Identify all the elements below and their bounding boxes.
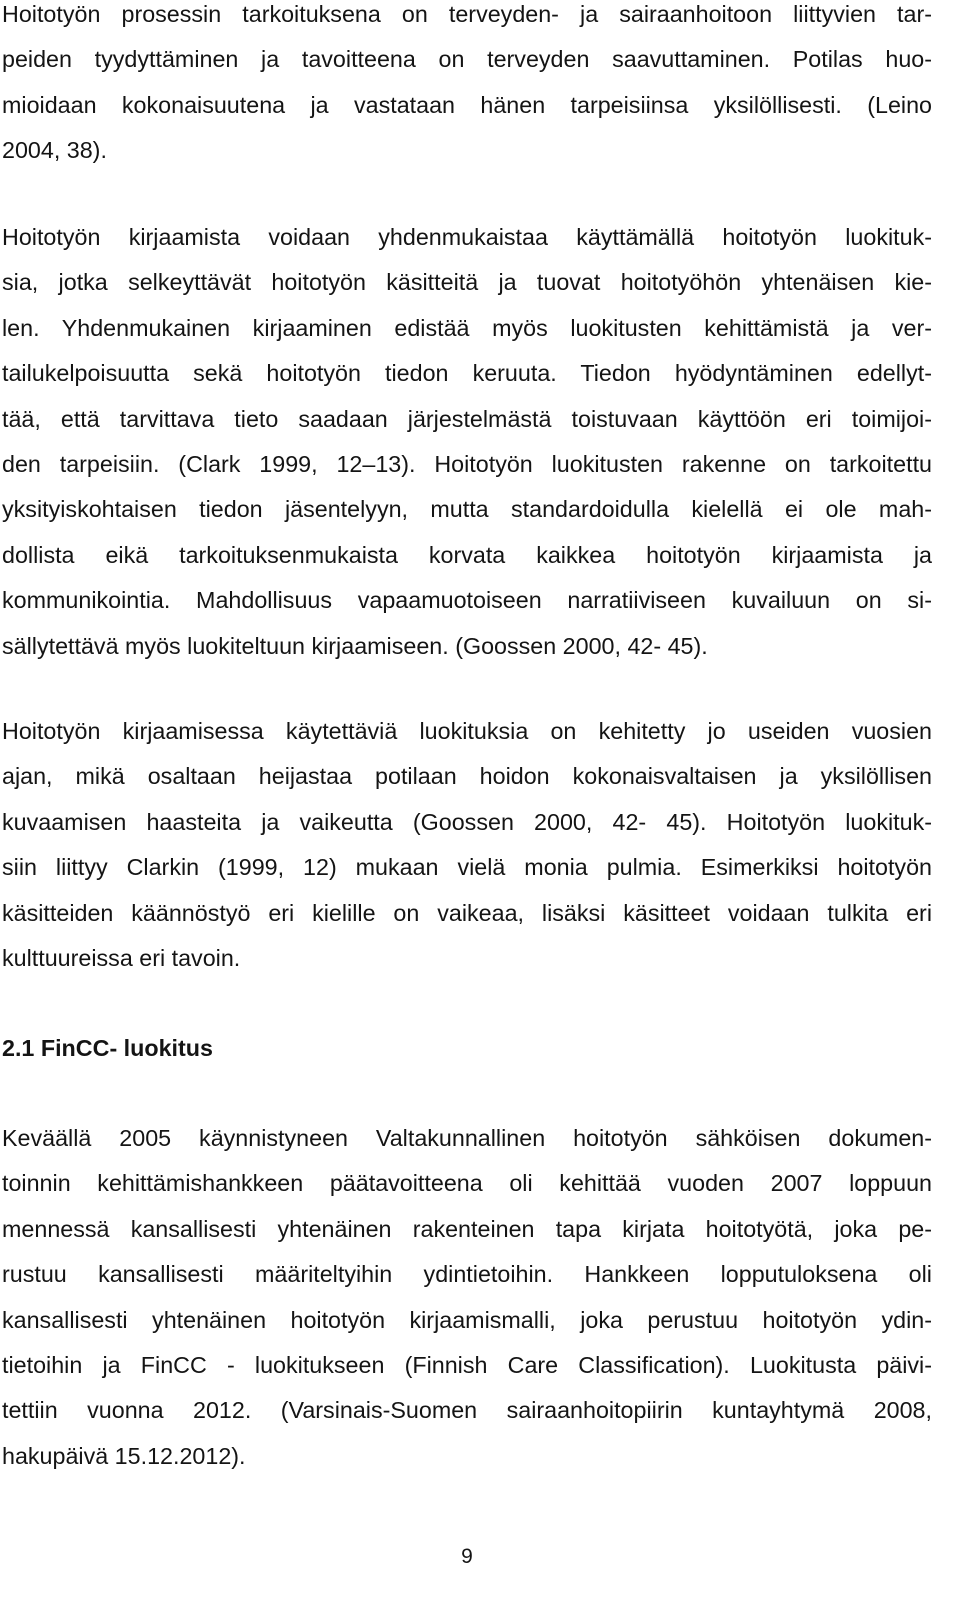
- text-line: yksityiskohtaisen tiedon jäsentelyyn, mutta standardoidulla kielellä ei ole mah-: [2, 496, 932, 523]
- paragraph-4: [2, 1116, 932, 1479]
- text-line: Hoitotyön prosessin tarkoituksena on terveyden- ja sairaanhoitoon liittyvien tar-: [2, 1, 932, 27]
- paragraph-2: [2, 215, 932, 669]
- text-line: Hoitotyön kirjaamista voidaan yhdenmukaistaa käyttämällä hoitotyön luokituk-: [2, 224, 932, 250]
- text-line: peiden tyydyttäminen ja tavoitteena on terveyden saavuttaminen. Potilas huo-: [2, 46, 932, 73]
- text-line: mioidaan kokonaisuutena ja vastataan hänen tarpeisiinsa yksilöllisesti. (Leino: [2, 91, 932, 118]
- paragraph-3: [2, 709, 932, 981]
- text-line: tettiin vuonna 2012. (Varsinais-Suomen sairaanhoitopiirin kuntayhtymä 2008,: [2, 1397, 932, 1424]
- text-line: kulttuureissa eri tavoin.: [2, 944, 241, 971]
- text-line: ajan, mikä osaltaan heijastaa potilaan hoidon kokonaisvaltaisen ja yksilöllisen: [2, 763, 932, 790]
- text-line: tietoihin ja FinCC - luokitukseen (Finnish Care Classification). Luokitusta päivi-: [2, 1351, 932, 1378]
- text-line: kuvaamisen haasteita ja vaikeutta (Goossen 2000, 42- 45). Hoitotyön luokituk-: [2, 808, 932, 835]
- page-number: 9: [461, 1545, 473, 1568]
- section-heading: 2.1 FinCC- luokitus: [2, 1035, 213, 1061]
- text-line: hakupäivä 15.12.2012).: [2, 1442, 246, 1469]
- text-line: käsitteiden käännöstyö eri kielille on vaikeaa, lisäksi käsitteet voidaan tulkita eri: [2, 899, 932, 926]
- paragraph-1: [2, 0, 932, 174]
- text-line: Keväällä 2005 käynnistyneen Valtakunnallinen hoitotyön sähköisen dokumen-: [2, 1125, 932, 1151]
- document-page: [2, 0, 932, 1622]
- text-line: siin liittyy Clarkin (1999, 12) mukaan vielä monia pulmia. Esimerkiksi hoitotyön: [2, 854, 932, 881]
- text-line: mennessä kansallisesti yhtenäinen rakenteinen tapa kirjata hoitotyötä, joka pe-: [2, 1215, 932, 1242]
- text-line: sia, jotka selkeyttävät hoitotyön käsitteitä ja tuovat hoitotyöhön yhtenäisen kie-: [2, 269, 932, 296]
- text-line: len. Yhdenmukainen kirjaaminen edistää myös luokitusten kehittämistä ja ver-: [2, 314, 932, 341]
- text-line: tailukelpoisuutta sekä hoitotyön tiedon keruuta. Tiedon hyödyntäminen edellyt-: [2, 360, 932, 387]
- text-line: toinnin kehittämishankkeen päätavoitteena oli kehittää vuoden 2007 loppuun: [2, 1170, 932, 1197]
- text-line: Hoitotyön kirjaamisessa käytettäviä luokituksia on kehitetty jo useiden vuosien: [2, 718, 932, 744]
- text-line: dollista eikä tarkoituksenmukaista korvata kaikkea hoitotyön kirjaamista ja: [2, 541, 932, 568]
- text-line: rustuu kansallisesti määriteltyihin ydintietoihin. Hankkeen lopputuloksena oli: [2, 1261, 932, 1288]
- text-line: tää, että tarvittava tieto saadaan järjestelmästä toistuvaan käyttöön eri toimijoi-: [2, 405, 932, 432]
- text-line: kansallisesti yhtenäinen hoitotyön kirjaamismalli, joka perustuu hoitotyön ydin-: [2, 1306, 932, 1333]
- text-line: kommunikointia. Mahdollisuus vapaamuotoiseen narratiiviseen kuvailuun on si-: [2, 587, 932, 614]
- text-line: sällytettävä myös luokiteltuun kirjaamiseen. (Goossen 2000, 42- 45).: [2, 632, 708, 659]
- text-line: den tarpeisiin. (Clark 1999, 12–13). Hoitotyön luokitusten rakenne on tarkoitettu: [2, 450, 932, 477]
- text-line: 2004, 38).: [2, 137, 107, 164]
